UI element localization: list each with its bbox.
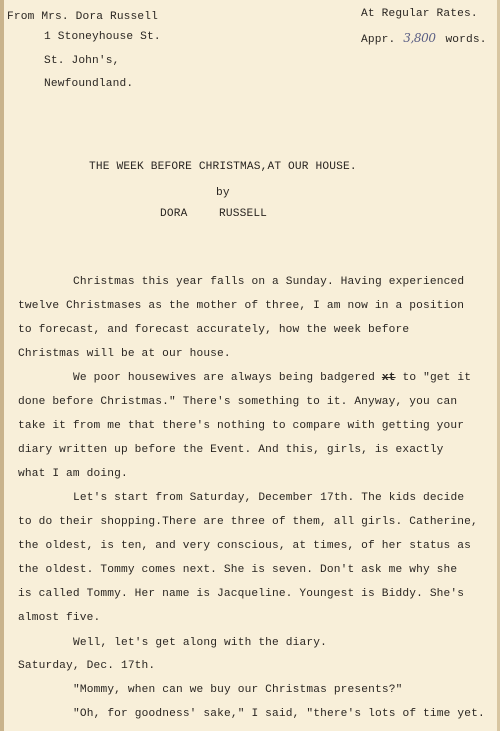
word-count-suffix: words. [445,34,487,46]
body-line: to do their shopping.There are three of them, all girls. Catherine, [18,516,478,528]
story-title: THE WEEK BEFORE CHRISTMAS,AT OUR HOUSE. [89,161,357,173]
sender-name: From Mrs. Dora Russell [7,11,158,23]
byline-by: by [216,187,230,199]
struck-typo: xt [381,372,396,384]
dialogue-line: "Mommy, when can we buy our Christmas presents?" [73,684,403,696]
body-line: Let's start from Saturday, December 17th. The kids decide [73,492,465,504]
author-first-name: DORA [160,208,188,220]
sender-street: 1 Stoneyhouse St. [44,31,161,43]
rates-note: At Regular Rates. [361,8,478,20]
dialogue-line: "Oh, for goodness' sake," I said, "there's lots of time yet. [73,708,485,720]
body-line: the oldest. Tommy comes next. She is seven. Don't ask me why she [18,564,458,576]
body-line: take it from me that there's nothing to compare with getting your [18,420,465,432]
body-line [73,372,471,384]
body-line: the oldest, is ten, and very conscious, at times, of her status as [18,540,471,552]
word-count-handwritten: 3,800 [403,31,436,45]
sender-city: St. John's, [44,55,120,67]
body-line: done before Christmas." There's something to it. Anyway, you can [18,396,458,408]
word-count-note [361,31,487,46]
page-left-edge [0,0,4,731]
body-line: Well, let's get along with the diary. [73,637,327,649]
body-text: to "get it [402,372,472,384]
word-count-prefix: Appr. [361,34,396,46]
body-line: twelve Christmases as the mother of three, I am now in a position [18,300,465,312]
body-line: Christmas will be at our house. [18,348,231,360]
diary-date: Saturday, Dec. 17th. [18,660,156,672]
author-last-name: RUSSELL [219,208,268,220]
body-text: We poor housewives are always being badgered [73,372,375,384]
body-line: to forecast, and forecast accurately, how the week before [18,324,410,336]
body-line: Christmas this year falls on a Sunday. Having experienced [73,276,465,288]
body-line: diary written up before the Event. And this, girls, is exactly [18,444,444,456]
sender-province: Newfoundland. [44,78,134,90]
body-line: is called Tommy. Her name is Jacqueline. Youngest is Biddy. She's [18,588,465,600]
body-line: almost five. [18,612,101,624]
body-line: what I am doing. [18,468,128,480]
